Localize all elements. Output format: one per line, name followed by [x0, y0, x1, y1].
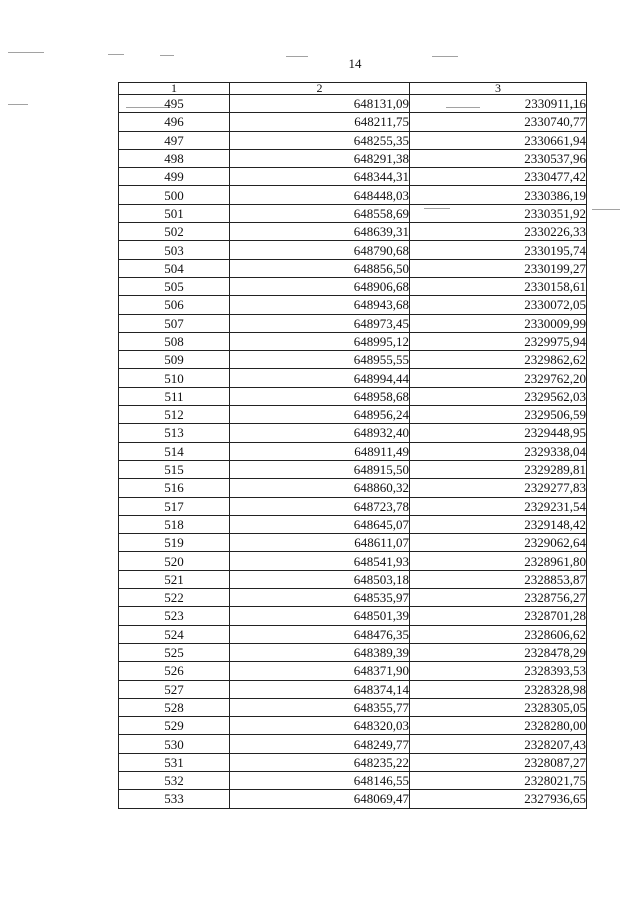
cell-y-coordinate: 2328393,53 [410, 662, 587, 680]
cell-point-number: 509 [119, 351, 230, 369]
cell-point-number: 526 [119, 662, 230, 680]
cell-point-number: 517 [119, 497, 230, 515]
header-cell-x: 2 [230, 83, 410, 95]
cell-point-number: 521 [119, 570, 230, 588]
cell-point-number: 518 [119, 515, 230, 533]
cell-y-coordinate: 2330195,74 [410, 241, 587, 259]
cell-x-coordinate: 648211,75 [230, 113, 410, 131]
scan-mark [108, 54, 124, 55]
cell-y-coordinate: 2328207,43 [410, 735, 587, 753]
table-row [119, 387, 587, 405]
page-number: 14 [348, 56, 362, 71]
cell-x-coordinate: 648943,68 [230, 296, 410, 314]
cell-x-coordinate: 648476,35 [230, 625, 410, 643]
cell-point-number: 501 [119, 204, 230, 222]
cell-y-coordinate: 2330072,05 [410, 296, 587, 314]
cell-point-number: 520 [119, 552, 230, 570]
cell-y-coordinate: 2330537,96 [410, 149, 587, 167]
table-row [119, 168, 587, 186]
cell-point-number: 531 [119, 753, 230, 771]
table-row [119, 662, 587, 680]
table-row [119, 698, 587, 716]
cell-y-coordinate: 2328478,29 [410, 643, 587, 661]
coordinates-table [118, 82, 587, 809]
cell-x-coordinate: 648973,45 [230, 314, 410, 332]
table-row [119, 534, 587, 552]
cell-x-coordinate: 648146,55 [230, 771, 410, 789]
cell-x-coordinate: 648956,24 [230, 406, 410, 424]
cell-y-coordinate: 2328280,00 [410, 717, 587, 735]
cell-y-coordinate: 2330477,42 [410, 168, 587, 186]
table-row [119, 552, 587, 570]
cell-y-coordinate: 2329862,62 [410, 351, 587, 369]
cell-y-coordinate: 2329062,64 [410, 534, 587, 552]
cell-x-coordinate: 648639,31 [230, 223, 410, 241]
cell-point-number: 519 [119, 534, 230, 552]
cell-y-coordinate: 2330661,94 [410, 131, 587, 149]
scan-mark [8, 52, 44, 53]
cell-point-number: 527 [119, 680, 230, 698]
cell-y-coordinate: 2328305,05 [410, 698, 587, 716]
table-row [119, 790, 587, 808]
cell-x-coordinate: 648906,68 [230, 277, 410, 295]
cell-point-number: 515 [119, 460, 230, 478]
cell-x-coordinate: 648069,47 [230, 790, 410, 808]
cell-point-number: 512 [119, 406, 230, 424]
cell-point-number: 505 [119, 277, 230, 295]
table-row [119, 369, 587, 387]
cell-y-coordinate: 2330911,16 [410, 95, 587, 113]
cell-x-coordinate: 648955,55 [230, 351, 410, 369]
cell-y-coordinate: 2327936,65 [410, 790, 587, 808]
cell-x-coordinate: 648255,35 [230, 131, 410, 149]
header-cell-point-number: 1 [119, 83, 230, 95]
cell-point-number: 532 [119, 771, 230, 789]
scan-mark [8, 104, 28, 105]
table-row [119, 607, 587, 625]
cell-y-coordinate: 2329562,03 [410, 387, 587, 405]
table-row [119, 680, 587, 698]
scan-mark [592, 209, 620, 210]
cell-x-coordinate: 648645,07 [230, 515, 410, 533]
cell-y-coordinate: 2329148,42 [410, 515, 587, 533]
cell-x-coordinate: 648235,22 [230, 753, 410, 771]
cell-x-coordinate: 648558,69 [230, 204, 410, 222]
cell-point-number: 495 [119, 95, 230, 113]
cell-point-number: 525 [119, 643, 230, 661]
cell-point-number: 500 [119, 186, 230, 204]
cell-x-coordinate: 648790,68 [230, 241, 410, 259]
cell-x-coordinate: 648994,44 [230, 369, 410, 387]
cell-y-coordinate: 2330226,33 [410, 223, 587, 241]
cell-point-number: 496 [119, 113, 230, 131]
cell-x-coordinate: 648501,39 [230, 607, 410, 625]
cell-x-coordinate: 648932,40 [230, 424, 410, 442]
table-row [119, 351, 587, 369]
cell-point-number: 514 [119, 442, 230, 460]
cell-y-coordinate: 2329975,94 [410, 332, 587, 350]
cell-point-number: 497 [119, 131, 230, 149]
cell-x-coordinate: 648374,14 [230, 680, 410, 698]
cell-point-number: 511 [119, 387, 230, 405]
cell-x-coordinate: 648344,31 [230, 168, 410, 186]
cell-y-coordinate: 2330740,77 [410, 113, 587, 131]
table-row [119, 424, 587, 442]
cell-y-coordinate: 2330199,27 [410, 259, 587, 277]
cell-x-coordinate: 648541,93 [230, 552, 410, 570]
cell-x-coordinate: 648448,03 [230, 186, 410, 204]
cell-x-coordinate: 648249,77 [230, 735, 410, 753]
table-row [119, 204, 587, 222]
cell-x-coordinate: 648371,90 [230, 662, 410, 680]
cell-y-coordinate: 2329448,95 [410, 424, 587, 442]
cell-y-coordinate: 2330351,92 [410, 204, 587, 222]
table-row [119, 771, 587, 789]
cell-y-coordinate: 2328087,27 [410, 753, 587, 771]
table-row [119, 442, 587, 460]
cell-x-coordinate: 648291,38 [230, 149, 410, 167]
cell-point-number: 523 [119, 607, 230, 625]
cell-y-coordinate: 2329762,20 [410, 369, 587, 387]
cell-y-coordinate: 2328756,27 [410, 589, 587, 607]
cell-x-coordinate: 648503,18 [230, 570, 410, 588]
cell-y-coordinate: 2328853,87 [410, 570, 587, 588]
header-row [119, 83, 587, 95]
cell-x-coordinate: 648355,77 [230, 698, 410, 716]
cell-y-coordinate: 2330158,61 [410, 277, 587, 295]
table-row [119, 406, 587, 424]
cell-x-coordinate: 648995,12 [230, 332, 410, 350]
table-row [119, 735, 587, 753]
cell-x-coordinate: 648856,50 [230, 259, 410, 277]
cell-y-coordinate: 2329277,83 [410, 479, 587, 497]
table-row [119, 625, 587, 643]
table-row [119, 753, 587, 771]
cell-x-coordinate: 648131,09 [230, 95, 410, 113]
cell-point-number: 528 [119, 698, 230, 716]
cell-point-number: 504 [119, 259, 230, 277]
table-row [119, 643, 587, 661]
cell-point-number: 508 [119, 332, 230, 350]
table-row [119, 515, 587, 533]
cell-point-number: 498 [119, 149, 230, 167]
cell-y-coordinate: 2329231,54 [410, 497, 587, 515]
cell-point-number: 499 [119, 168, 230, 186]
table-row [119, 113, 587, 131]
cell-y-coordinate: 2328328,98 [410, 680, 587, 698]
cell-x-coordinate: 648958,68 [230, 387, 410, 405]
cell-x-coordinate: 648723,78 [230, 497, 410, 515]
cell-x-coordinate: 648915,50 [230, 460, 410, 478]
table-row [119, 717, 587, 735]
cell-x-coordinate: 648320,03 [230, 717, 410, 735]
cell-point-number: 502 [119, 223, 230, 241]
cell-y-coordinate: 2328961,80 [410, 552, 587, 570]
cell-y-coordinate: 2328701,28 [410, 607, 587, 625]
cell-y-coordinate: 2329289,81 [410, 460, 587, 478]
table-row [119, 186, 587, 204]
cell-point-number: 530 [119, 735, 230, 753]
table-row [119, 241, 587, 259]
cell-point-number: 524 [119, 625, 230, 643]
table-row [119, 223, 587, 241]
table-row [119, 460, 587, 478]
cell-y-coordinate: 2328606,62 [410, 625, 587, 643]
cell-point-number: 516 [119, 479, 230, 497]
cell-point-number: 513 [119, 424, 230, 442]
table-row [119, 149, 587, 167]
table-row [119, 479, 587, 497]
cell-x-coordinate: 648860,32 [230, 479, 410, 497]
table-row [119, 570, 587, 588]
cell-y-coordinate: 2328021,75 [410, 771, 587, 789]
cell-x-coordinate: 648389,39 [230, 643, 410, 661]
cell-point-number: 503 [119, 241, 230, 259]
cell-point-number: 506 [119, 296, 230, 314]
cell-point-number: 522 [119, 589, 230, 607]
table-row [119, 259, 587, 277]
cell-x-coordinate: 648611,07 [230, 534, 410, 552]
cell-point-number: 529 [119, 717, 230, 735]
table-row [119, 589, 587, 607]
table-body [119, 95, 587, 809]
table-row [119, 277, 587, 295]
coordinates-table-container [118, 82, 586, 809]
table-row [119, 131, 587, 149]
table-row [119, 314, 587, 332]
cell-point-number: 510 [119, 369, 230, 387]
cell-x-coordinate: 648535,97 [230, 589, 410, 607]
cell-point-number: 507 [119, 314, 230, 332]
cell-point-number: 533 [119, 790, 230, 808]
table-row [119, 497, 587, 515]
table-row [119, 296, 587, 314]
cell-y-coordinate: 2330386,19 [410, 186, 587, 204]
cell-y-coordinate: 2329506,59 [410, 406, 587, 424]
table-header [119, 83, 587, 95]
table-row [119, 332, 587, 350]
cell-y-coordinate: 2330009,99 [410, 314, 587, 332]
header-cell-y: 3 [410, 83, 587, 95]
cell-x-coordinate: 648911,49 [230, 442, 410, 460]
cell-y-coordinate: 2329338,04 [410, 442, 587, 460]
table-row [119, 95, 587, 113]
